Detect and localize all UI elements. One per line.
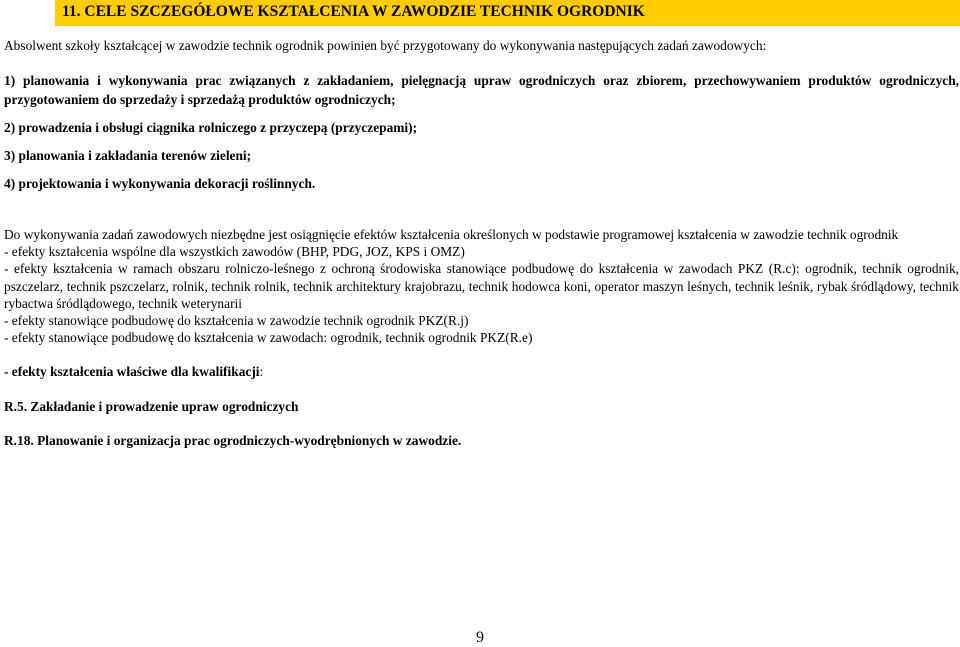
qualification-heading — [4, 363, 959, 380]
task-item-2: 2) prowadzenia i obsługi ciągnika rolniczego z przyczepą (przyczepami); — [4, 120, 418, 135]
intro-text: Absolwent szkoły kształcącej w zawodzie technik ogrodnik powinien być przygotowany do wykonywania następujących zadań zawodowych: — [4, 38, 767, 53]
task-item-4: 4) projektowania i wykonywania dekoracji roślinnych. — [4, 176, 316, 191]
effect-line-pkz-re: - efekty stanowiące podbudowę do kształcenia w zawodach: ogrodnik, technik ogrodnik PKZ(R.e) — [4, 330, 533, 346]
task-item-1: 1) planowania i wykonywania prac związanych z zakładaniem, pielęgnacją upraw ogrodniczych oraz zbiorem, przechowywaniem produktów ogrodniczych, przygotowaniem do sprzedaży i sprzedażą produktów ogrodniczych; — [4, 73, 959, 107]
learning-effects-section — [4, 226, 959, 449]
effect-line-pkz-rj: - efekty stanowiące podbudowę do kształcenia w zawodzie technik ogrodnik PKZ(R.j) — [4, 313, 469, 329]
page-number: 9 — [476, 629, 484, 646]
qualification-r18: R.18. Planowanie i organizacja prac ogrodniczych-wyodrębnionych w zawodzie. — [4, 432, 462, 448]
effect-line-pkz-rc: - efekty kształcenia w ramach obszaru rolniczo-leśnego z ochroną środowiska stanowiące podbudowę do kształcenia w zawodach PKZ (R.c): ogrodnik, technik ogrodnik, pszczelarz, technik pszczelarz, rolnik, technik rolnik, technik architektury krajobrazu, technik hodowca koni, operator maszyn leśnych, technik leśnik, rybak śródlądowy, technik rybactwa śródlądowego, technik weterynarii — [4, 261, 959, 311]
section-heading: 11. CELE SZCZEGÓŁOWE KSZTAŁCENIA W ZAWODZIE TECHNIK OGRODNIK — [62, 3, 645, 20]
effects-intro-paragraph: Do wykonywania zadań zawodowych niezbędne jest osiągnięcie efektów kształcenia określonych w podstawie programowej kształcenia w zawodzie technik ogrodnik — [4, 227, 899, 242]
qualification-r5: R.5. Zakładanie i prowadzenie upraw ogrodniczych — [4, 398, 299, 414]
qualification-heading-text: - efekty kształcenia właściwe dla kwalifikacji — [4, 364, 260, 380]
task-item-3: 3) planowania i zakładania terenów zieleni; — [4, 148, 252, 163]
task-list — [4, 71, 959, 202]
qualification-heading-colon: : — [259, 364, 264, 380]
effect-line-common: - efekty kształcenia wspólne dla wszystkich zawodów (BHP, PDG, JOZ, KPS i OMZ) — [4, 244, 465, 260]
